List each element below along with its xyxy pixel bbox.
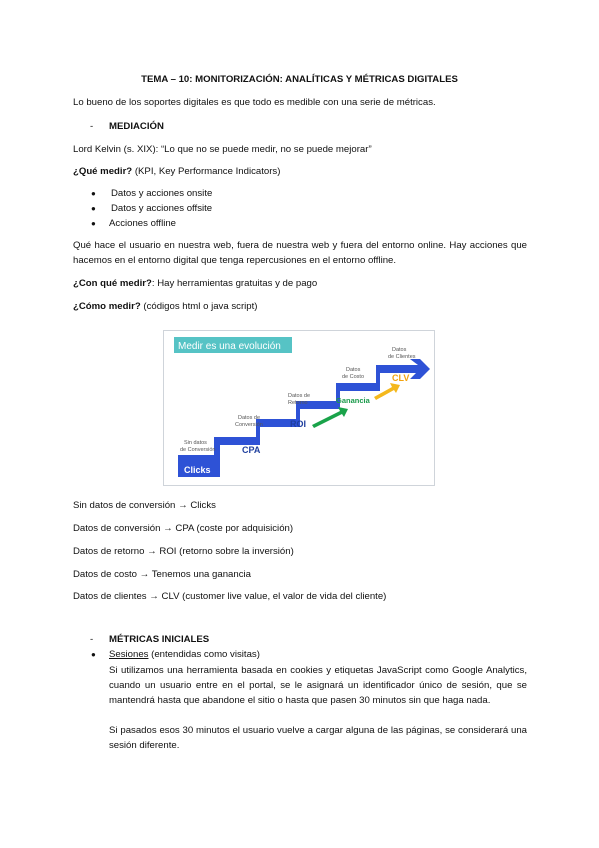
arrow-right-icon: → [147, 546, 157, 557]
mapping-row [73, 523, 293, 534]
how-to-measure [73, 301, 257, 312]
with-what [73, 278, 317, 289]
mapping-to: CLV (customer live value, el valor de vida del cliente) [161, 591, 387, 602]
sessions-rest: (entendidas como visitas) [148, 649, 260, 660]
paragraph-online-offline: Qué hace el usuario en nuestra web, fuera de nuestra web y fuera del entorno online. Hay acciones que hacemos en el entorno digital que tenga repercusiones en el entorno offline. [73, 240, 527, 266]
step-small-1: Sin datos [184, 440, 207, 446]
what-item: Acciones offline [109, 218, 177, 229]
step-small-4: Datos [346, 367, 361, 373]
what-rest: (KPI, Key Performance Indicators) [132, 166, 281, 177]
step-small-3b: Retorno [288, 400, 308, 406]
arrow-right-icon: → [149, 591, 159, 602]
arrow-green [312, 407, 348, 428]
mapping-row [73, 591, 386, 602]
mapping-to: ROI (retorno sobre la inversión) [159, 546, 294, 557]
document-title: TEMA – 10: MONITORIZACIÓN: ANALÍTICAS Y MÉTRICAS DIGITALES [141, 74, 458, 85]
section-heading-mediacion: MEDIACIÓN [109, 121, 164, 132]
mapping-to: Clicks [190, 500, 216, 511]
step-label-clicks: Clicks [184, 465, 211, 475]
step-small-2: Datos de [238, 415, 261, 421]
sessions-heading [109, 649, 260, 660]
what-item: Datos y acciones onsite [111, 188, 213, 199]
bullet-icon: ● [91, 204, 96, 213]
mapping-from: Datos de clientes [73, 591, 147, 602]
mapping-row [73, 500, 216, 511]
mapping-from: Sin datos de conversión [73, 500, 176, 511]
section-heading-metricas: MÉTRICAS INICIALES [109, 634, 210, 645]
arrow-right-icon: → [178, 500, 188, 511]
step-small-1b: de Conversión [180, 447, 216, 453]
bullet-icon: ● [91, 189, 96, 198]
mapping-from: Datos de conversión [73, 523, 164, 534]
diagram-header: Medir es una evolución [178, 341, 281, 352]
mapping-row [73, 546, 294, 557]
bullet-icon: ● [91, 650, 96, 659]
how-label: ¿Cómo medir? [73, 301, 141, 312]
with-label: ¿Con qué medir? [73, 278, 152, 289]
how-rest: (códigos html o java script) [140, 301, 258, 312]
step-label-cpa: CPA [242, 445, 261, 455]
arrow-right-icon: → [139, 569, 150, 580]
kelvin-quote: Lord Kelvin (s. XIX): “Lo que no se puede medir, no se puede mejorar” [73, 144, 372, 155]
mapping-from: Datos de costo [73, 569, 137, 580]
arrow-right-icon: → [163, 523, 173, 534]
mapping-row [73, 569, 251, 580]
sessions-paragraph-1: Si utilizamos una herramienta basada en cookies y etiquetas JavaScript como Google Analytics, cuando un usuario entre en el portal, se le asignará un identificador único de sesión, que se mantendrá hasta que abandone el sitio o hasta que pasen 30 minutos sin que haga nada. [109, 665, 527, 706]
intro-text: Lo bueno de los soportes digitales es que todo es medible con una serie de métricas. [73, 97, 436, 108]
step-label-roi: ROI [290, 419, 307, 429]
sessions-paragraph-2: Si pasados esos 30 minutos el usuario vuelve a cargar alguna de las páginas, se considerará una sesión diferente. [109, 725, 527, 751]
mapping-to: Tenemos una ganancia [151, 569, 251, 580]
step-small-2b: Conversión [235, 422, 263, 428]
sessions-label: Sesiones [109, 649, 149, 660]
step-label-ganancia: Ganancia [336, 396, 370, 405]
with-rest: : Hay herramientas gratuitas y de pago [151, 278, 318, 289]
step-label-clv: CLV [392, 373, 410, 383]
step-small-5b: de Clientes [388, 354, 416, 360]
what-item: Datos y acciones offsite [111, 203, 213, 214]
what-label: ¿Qué medir? [73, 166, 133, 177]
evolution-diagram [163, 330, 435, 486]
step-small-5: Datos [392, 347, 407, 353]
step-small-4b: de Costo [342, 374, 365, 380]
bullet-icon: ● [91, 219, 96, 228]
what-to-measure [73, 166, 280, 177]
mapping-from: Datos de retorno [73, 546, 145, 557]
mapping-to: CPA (coste por adquisición) [175, 523, 294, 534]
section-dash: - [90, 634, 94, 645]
section-dash: - [90, 121, 94, 132]
step-small-3: Datos de [288, 393, 311, 399]
